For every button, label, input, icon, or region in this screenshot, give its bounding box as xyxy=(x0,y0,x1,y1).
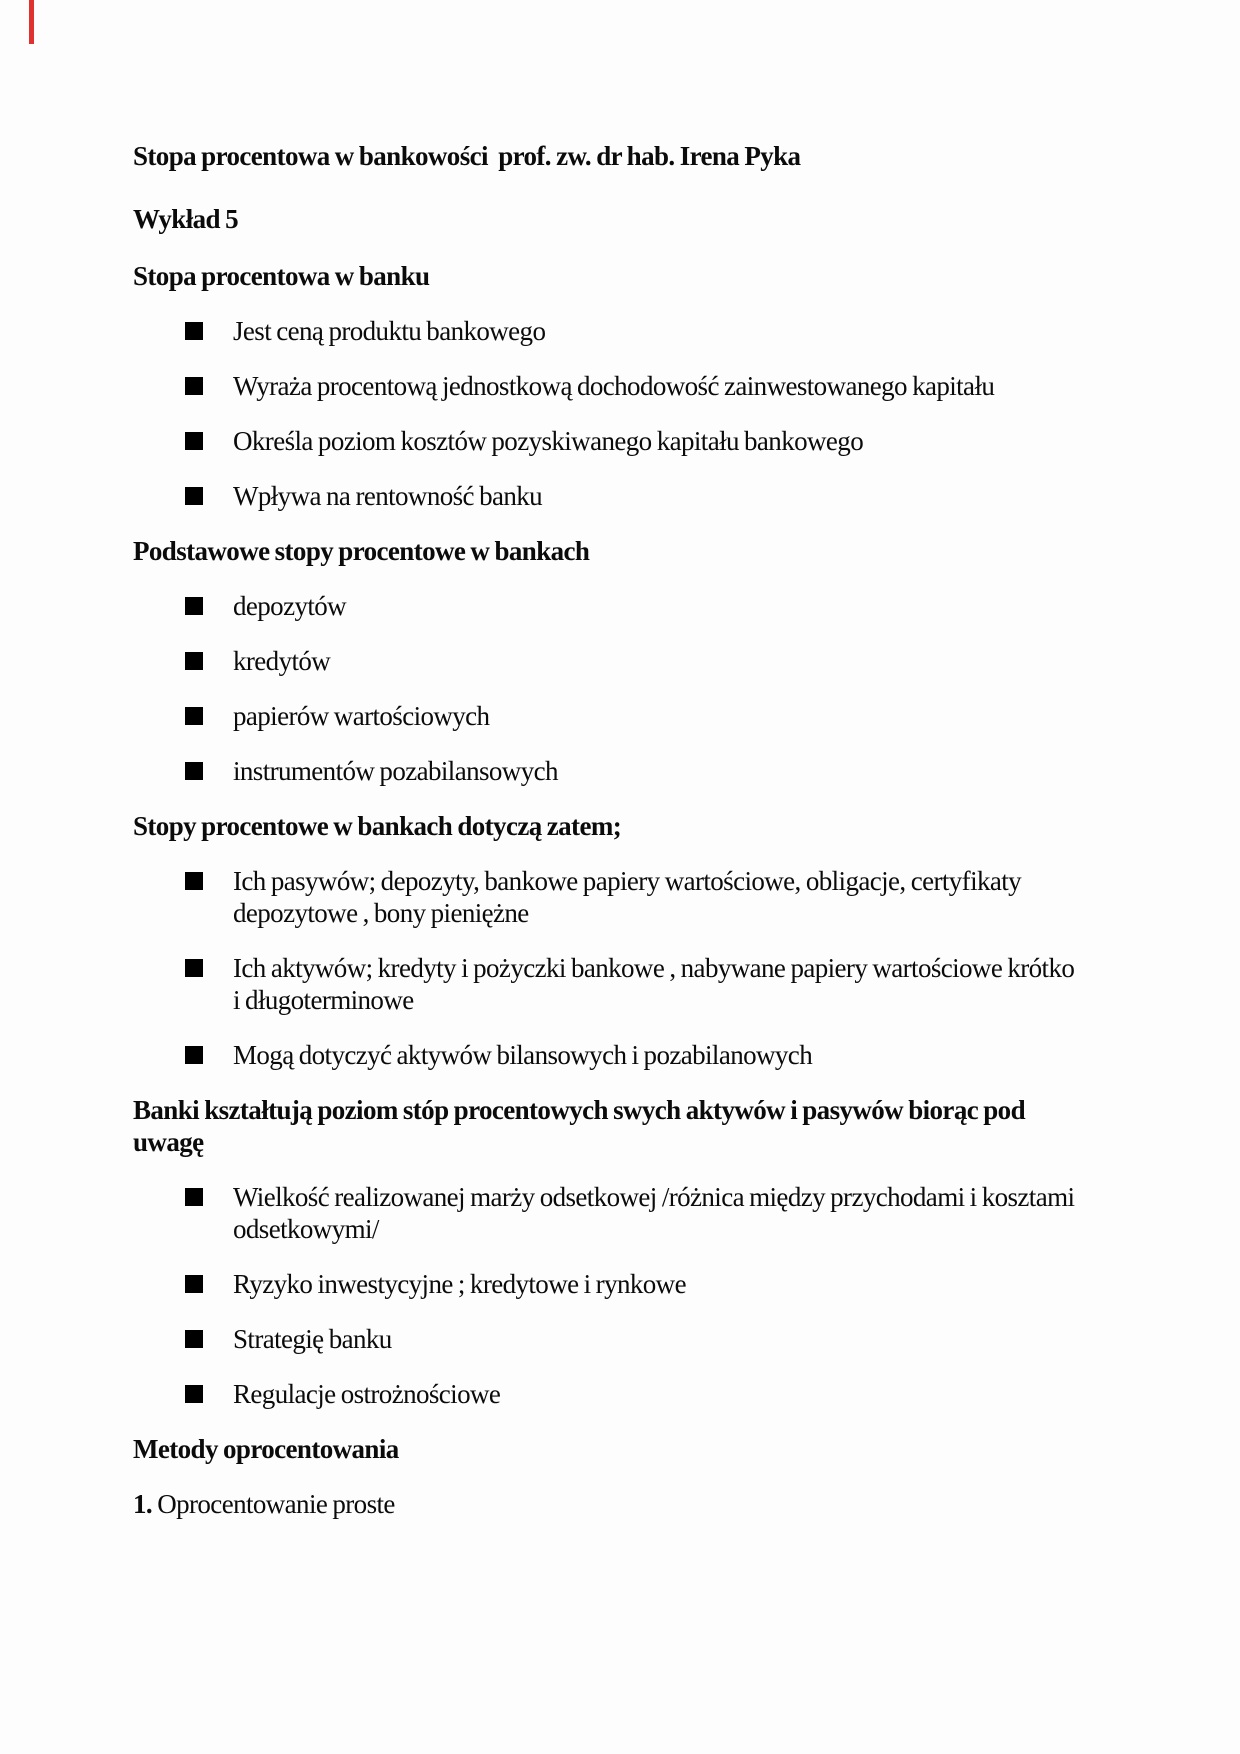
list-item xyxy=(185,865,1080,929)
list-item-text: Wielkość realizowanej marży odsetkowej /różnica między przychodami i kosztami odsetkowymi/ xyxy=(233,1182,1075,1244)
square-bullet-icon xyxy=(185,1385,203,1403)
square-bullet-icon xyxy=(185,377,203,395)
square-bullet-icon xyxy=(185,762,203,780)
lecture-number-heading: Wykład 5 xyxy=(133,204,238,234)
list-item-text: papierów wartościowych xyxy=(233,701,490,731)
square-bullet-icon xyxy=(185,1275,203,1293)
square-bullet-icon xyxy=(185,959,203,977)
list-item-text: Wyraża procentową jednostkową dochodowość zainwestowanego kapitału xyxy=(233,371,995,401)
list-item xyxy=(185,1323,1080,1355)
list-item xyxy=(185,480,1080,512)
list-item xyxy=(185,952,1080,1016)
square-bullet-icon xyxy=(185,707,203,725)
list-item-text: instrumentów pozabilansowych xyxy=(233,756,558,786)
square-bullet-icon xyxy=(185,432,203,450)
list-item xyxy=(185,370,1080,402)
list-item-text: Określa poziom kosztów pozyskiwanego kapitału bankowego xyxy=(233,426,864,456)
section-heading: Banki kształtują poziom stóp procentowych swych aktywów i pasywów biorąc pod uwagę xyxy=(133,1095,1025,1157)
list-item xyxy=(185,590,1080,622)
list-item-text: Ryzyko inwestycyjne ; kredytowe i rynkowe xyxy=(233,1269,686,1299)
section-heading: Podstawowe stopy procentowe w bankach xyxy=(133,536,590,566)
list-item xyxy=(185,315,1080,347)
list-item xyxy=(185,700,1080,732)
square-bullet-icon xyxy=(185,872,203,890)
list-item-text: kredytów xyxy=(233,646,331,676)
list-item xyxy=(185,1039,1080,1071)
list-item xyxy=(185,425,1080,457)
section-heading: Metody oprocentowania xyxy=(133,1434,399,1464)
list-item-text: Ich aktywów; kredyty i pożyczki bankowe , nabywane papiery wartościowe krótko i długoterminowe xyxy=(233,953,1075,1015)
section-heading: Stopa procentowa w banku xyxy=(133,261,430,291)
square-bullet-icon xyxy=(185,487,203,505)
square-bullet-icon xyxy=(185,597,203,615)
list-item-text: Wpływa na rentowność banku xyxy=(233,481,543,511)
list-item-text: Regulacje ostrożnościowe xyxy=(233,1379,501,1409)
list-item xyxy=(185,1268,1080,1300)
numbered-item-number: 1. xyxy=(133,1489,153,1519)
square-bullet-icon xyxy=(185,322,203,340)
red-pen-mark-icon xyxy=(29,0,34,44)
list-item-text: Strategię banku xyxy=(233,1324,392,1354)
square-bullet-icon xyxy=(185,1330,203,1348)
list-item-text: Mogą dotyczyć aktywów bilansowych i pozabilanowych xyxy=(233,1040,813,1070)
square-bullet-icon xyxy=(185,1046,203,1064)
square-bullet-icon xyxy=(185,1188,203,1206)
square-bullet-icon xyxy=(185,652,203,670)
list-item-text: Jest ceną produktu bankowego xyxy=(233,316,546,346)
numbered-item-text: Oprocentowanie proste xyxy=(157,1489,395,1519)
list-item-text: depozytów xyxy=(233,591,347,621)
list-item xyxy=(185,1378,1080,1410)
numbered-item xyxy=(133,1488,1080,1520)
list-item xyxy=(185,1181,1080,1245)
section-heading: Stopy procentowe w bankach dotyczą zatem; xyxy=(133,811,622,841)
list-item xyxy=(185,755,1080,787)
document-title: Stopa procentowa w bankowości prof. zw. dr hab. Irena Pyka xyxy=(133,141,801,171)
list-item-text: Ich pasywów; depozyty, bankowe papiery wartościowe, obligacje, certyfikaty depozytowe , bony pieniężne xyxy=(233,866,1022,928)
list-item xyxy=(185,645,1080,677)
